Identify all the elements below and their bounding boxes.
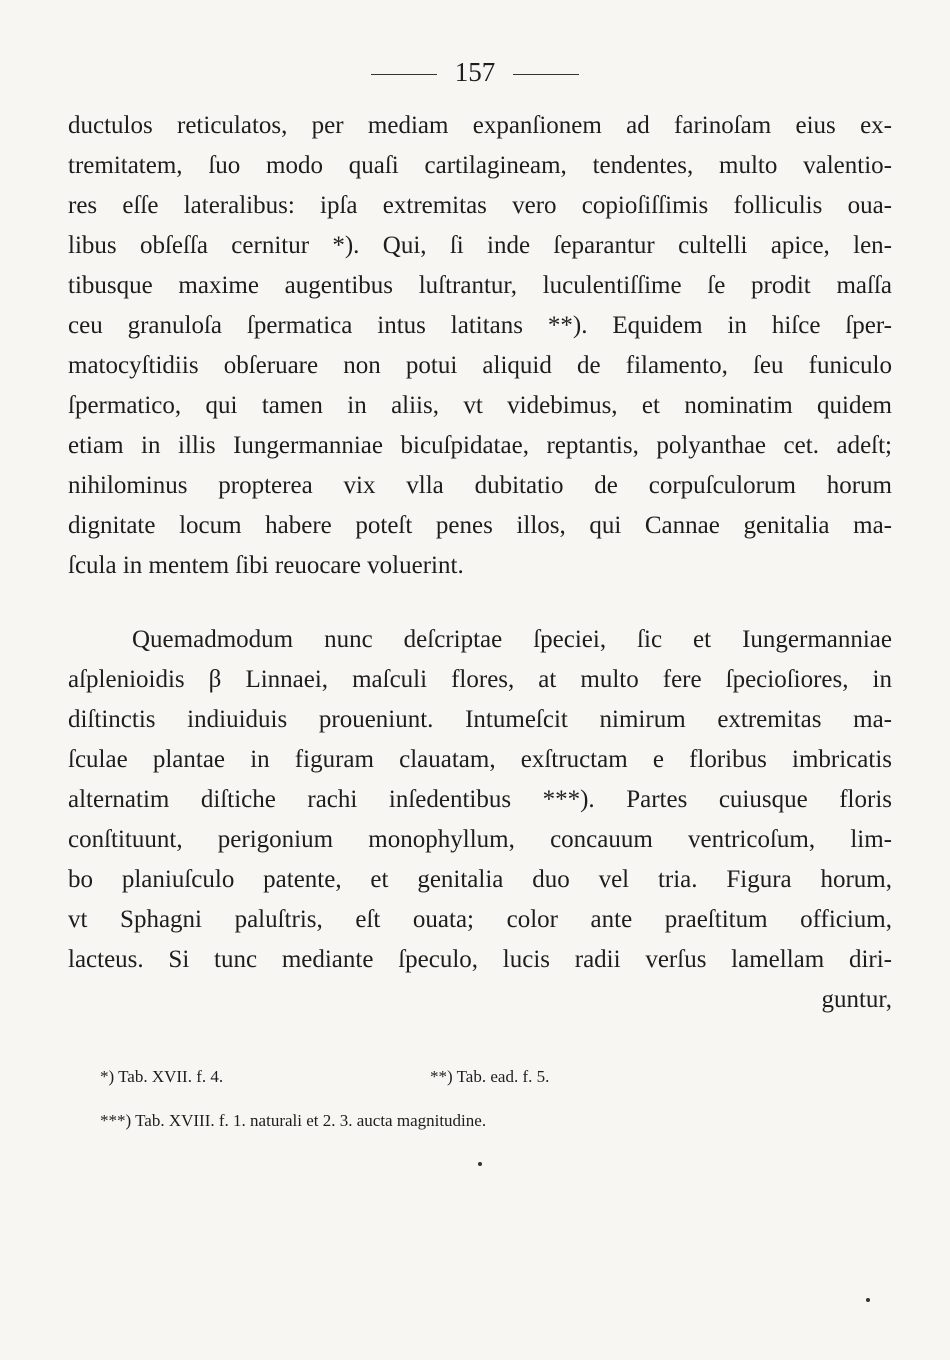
header-rule-left [371, 74, 437, 75]
text-line: tibusque maxime augentibus luſtrantur, luculentiſſime ſe prodit maſſa [68, 272, 892, 299]
footnote-1: *) Tab. XVII. f. 4. [100, 1067, 224, 1086]
text-line: etiam in illis Iungermanniae bicuſpidatae, reptantis, polyanthae cet. adeſt; [68, 432, 892, 459]
print-speck [866, 1298, 870, 1302]
text-line: ſcula in mentem ſibi reuocare voluerint. [68, 552, 464, 579]
catchword: guntur, [821, 986, 892, 1013]
text-line: vt Sphagni paluſtris, eſt ouata; color ante praeſtitum officium, [68, 906, 892, 933]
text-line: diſtinctis indiuiduis proueniunt. Intumeſcit nimirum extremitas ma- [68, 706, 892, 733]
text-line: ductulos reticulatos, per mediam expanſionem ad farinoſam eius ex- [68, 112, 892, 139]
page-number-header [0, 52, 950, 92]
text-line: ſpermatico, qui tamen in aliis, vt videbimus, et nominatim quidem [68, 392, 892, 419]
text-line: ceu granuloſa ſpermatica intus latitans **). Equidem in hiſce ſper- [68, 312, 892, 339]
text-line: res eſſe lateralibus: ipſa extremitas vero copioſiſſimis folliculis oua- [68, 192, 892, 219]
text-line: dignitate locum habere poteſt penes illos, qui Cannae genitalia ma- [68, 512, 892, 539]
footnote-row [100, 1064, 860, 1090]
text-line: bo planiuſculo patente, et genitalia duo vel tria. Figura horum, [68, 866, 892, 893]
print-speck [478, 1162, 482, 1166]
text-line: Quemadmodum nunc deſcriptae ſpeciei, ſic et Iungermanniae [132, 626, 892, 653]
text-line: libus obſeſſa cernitur *). Qui, ſi inde ſeparantur cultelli apice, len- [68, 232, 892, 259]
text-line: tremitatem, ſuo modo quaſi cartilagineam, tendentes, multo valentio- [68, 152, 892, 179]
text-line: ſculae plantae in figuram clauatam, exſtructam e floribus imbricatis [68, 746, 892, 773]
header-rule-right [513, 74, 579, 75]
text-line: nihilominus propterea vix vlla dubitatio de corpuſculorum horum [68, 472, 892, 499]
text-line: alternatim diſtiche rachi inſedentibus ***). Partes cuiusque floris [68, 786, 892, 813]
page-number: 157 [454, 57, 496, 87]
text-line: aſplenioidis β Linnaei, maſculi flores, at multo fere ſpecioſiores, in [68, 666, 892, 693]
footnote-2: **) Tab. ead. f. 5. [430, 1067, 550, 1086]
text-line: matocyſtidiis obſeruare non potui aliquid de filamento, ſeu funiculo [68, 352, 892, 379]
text-line: lacteus. Si tunc mediante ſpeculo, lucis radii verſus lamellam diri- [68, 946, 892, 973]
footnote-3: ***) Tab. XVIII. f. 1. naturali et 2. 3. aucta magnitudine. [100, 1111, 487, 1130]
text-line: conſtituunt, perigonium monophyllum, concauum ventricoſum, lim- [68, 826, 892, 853]
